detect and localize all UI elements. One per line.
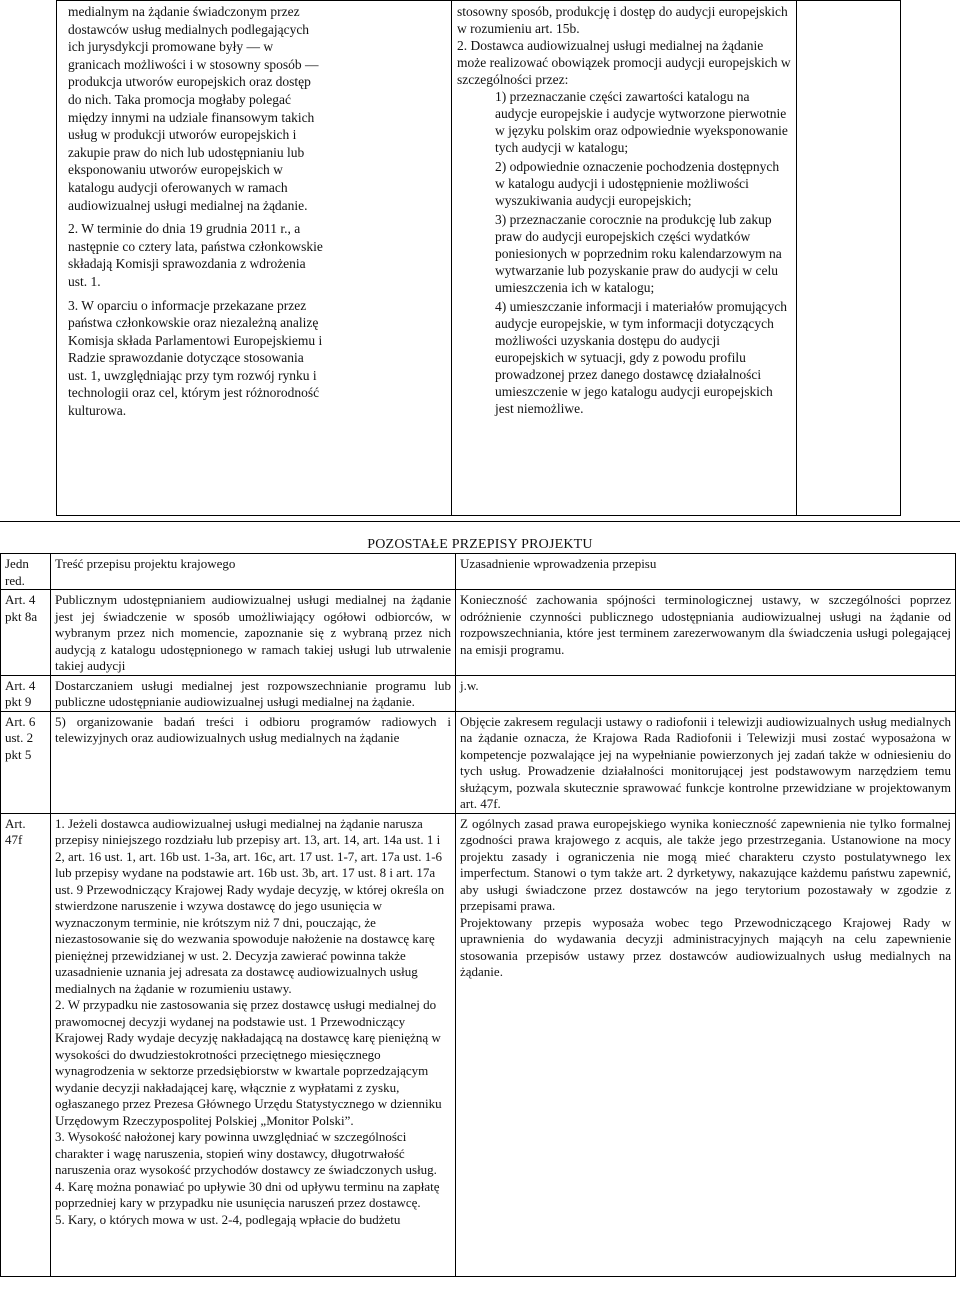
row-content (51, 675, 456, 711)
content-paragraph: 2. W przypadku nie zastosowania się przez dostawcę usługi medialnej do prawomocnej decyzji wydanej na podstawie ust. 1 Przewodniczący Krajowej Rady wydaje decyzję nakładającą na dostawcę karę pieniężną w wysokości do dwudziestokrotności przeciętnego miesięcznego wynagrodzenia w sektorze przedsiębiorstw w kwartale poprzedzającym wydanie decyzji nakładającej karę, włącznie z wypłatami z zysku, ogłaszanego przez Prezesa Głównego Urzędu Statystycznego w dzienniku Urzędowym Rzeczypospolitej Polskiej „Monitor Polski”. (55, 997, 442, 1128)
top-right-intro: stosowny sposób, produkcję i dostęp do audycji europejskich w rozumieniu art. 15b. (457, 4, 788, 36)
reason-paragraph: Konieczność zachowania spójności terminologicznej ustawy, w szczególności poprzez odróżnienie czynności publicznego udostępniania audiowizualnej usługi na żądanie od rozpowszechniania, które jest terminem zarezerwowanym dla świadczenia usługi polegającej na emisji programu. (460, 592, 951, 657)
provisions-table (0, 553, 956, 1277)
top-table-row (57, 1, 901, 516)
content-paragraph: 5. Kary, o których mowa w ust. 2-4, podlegają wpłacie do budżetu (55, 1211, 401, 1227)
table-row (1, 590, 956, 676)
row-reason (456, 590, 956, 676)
table-row (1, 711, 956, 813)
list-item: 2) odpowiednie oznaczenie pochodzenia dostępnych w katalogu audycji i udostępnienie możliwości wyszukiwania audycji europejskich; (495, 159, 780, 208)
row-content (51, 590, 456, 676)
content-paragraph: 1. Jeżeli dostawca audiowizualnej usługi medialnej na żądanie narusza przepisy niniejszego rozdziału lub przepisy art. 13, art. 14, art. 14a ust. 1 i 2, art. 16 ust. 1, art. 16b ust. 1-3a, art. 16c, art. 17 ust. 1-7, art. 17a ust. 1-6 lub przepisy wydane na podstawie art. 16b ust. 3b, art. 17 ust. 8 i art. 17a ust. 9 Przewodniczący Krajowej Rady wydaje decyzję, w której określa on stwierdzone naruszenie i wzywa dostawcę do jego usunięcia w wyznaczonym terminie, nie krótszym niż 7 dni, pouczając, że niezastosowanie się do wezwania spowoduje nałożenie na dostawcę karę pieniężnej przewidzianej w ust. 2. Decyzja zawierać powinna także uzasadnienie uznania jej adresata za dostawcę audiowizualnych usług medialnych na żądanie w rozumieniu ustawy. (55, 815, 445, 996)
top-right-cell (452, 1, 797, 516)
table-header-row (1, 554, 956, 590)
header-unit: Jedn red. (1, 554, 51, 590)
section-divider (0, 521, 960, 522)
reason-paragraph: Z ogólnych zasad prawa europejskiego wynika konieczność zapewnienia nie tylko formalnej zgodności prawa krajowego z acquis, ale także jego przestrzegania. Ustanowione na mocy projektu zasady i ograniczenia nie mogą mieć charakteru czysto postulatywnego lex imperfectum. Stanowi o tym także art. 2 dyrketywy, nakazujące każdemu państwu zapewnić, aby usługi świadczone przez dostawców na jego terytorium pozostawały w zgodzie z przepisami prawa. (460, 815, 951, 913)
row-unit: Art. 47f (1, 813, 51, 1276)
top-left-paragraph: 3. W oparciu o informacje przekazane przez państwa członkowskie oraz niezależną analizę Komisja składa Parlamentowi Europejskiemu i Radzie sprawozdanie dotyczące stosowania ust. 1, uwzględniając przy tym rozwój rynku i technologii oraz cel, którym jest różnorodność kulturowa. (68, 297, 323, 419)
row-reason (456, 813, 956, 1276)
header-content: Treść przepisu projektu krajowego (51, 554, 456, 590)
reason-paragraph: Objęcie zakresem regulacji ustawy o radiofonii i telewizji audiowizualnych usług medialnych na żądanie oznacza, że Krajowa Rada Radiofonii i Telewizji musi zostać wyposażona w kompetencje pozwalające jej na wypełnianie powierzonych jej zadań także w odniesieniu do tych usług. Prowadzenie działalności monitorującej jest podstawowym narzędziem temu służącym, pozwala skutecznie sprawować funkcje kontrolne przewidziane w projektowanym art. 47f. (460, 713, 951, 811)
content-paragraph: 5) organizowanie badań treści i odbioru programów radiowych i telewizyjnych oraz audiowizualnych usług medialnych na żądanie (55, 713, 451, 745)
content-paragraph: 4. Karę można ponawiać po upływie 30 dni od upływu terminu na zapłatę poprzedniej kary w przypadku nie usunięcia naruszeń przez dostawcę. (55, 1178, 440, 1210)
reason-paragraph: Projektowany przepis wyposaża wobec tego Przewodniczącego Krajowej Rady w uprawnienia do wydawania decyzji administracyjnych mającyh na celu zapewnienie stosowania przepisów ustawy przez dostawców audiowizualnych usług medialnych na żądanie. (460, 914, 951, 979)
table-row (1, 675, 956, 711)
table-row (1, 813, 956, 1276)
top-left-paragraph: medialnym na żądanie świadczonym przez dostawców usług medialnych podlegających ich jurysdykcji promowane były — w granicach możliwości i w stosowny sposób — produkcja utworów europejskich oraz dostęp do nich. Taka promocja mogłaby polegać między innymi na udziale finansowym takich usług w produkcji utworów europejskich i zakupie praw do nich lub udostępnianiu lub eksponowaniu utworów europejskich w katalogu audycji oferowanych w ramach audiowizualnej usługi medialnej na żądanie. (68, 4, 319, 213)
header-reason: Uzasadnienie wprowadzenia przepisu (456, 554, 956, 590)
top-empty-cell (797, 1, 901, 516)
row-reason (456, 711, 956, 813)
content-paragraph: Dostarczaniem usługi medialnej jest rozpowszechnianie programu lub publiczne udostępnianie audiowizualnej usługi medialnej na żądanie. (55, 677, 451, 709)
top-left-paragraph: 2. W terminie do dnia 19 grudnia 2011 r., a następnie co cztery lata, państwa członkowskie składają Komisji sprawozdania z wdrożenia ust. 1. (68, 221, 323, 289)
list-item: 4) umieszczanie informacji i materiałów promujących audycje europejskie, w tym informacji dotyczących możliwości uzyskania dostępu do audycji europejskich w sytuacji, gdy z powodu profilu prowadzonej przez danego dostawcę działalności umieszczenie w jego katalogu audycji europejskich jest niemożliwe. (495, 299, 788, 416)
content-paragraph: 3. Wysokość nałożonej kary powinna uwzględniać w szczególności charakter i wagę naruszenia, stopień winy dostawcy, długotrwałość naruszenia oraz wysokość przychodów dostawcy ze świadczonych usług. (55, 1129, 437, 1177)
top-right-lead: 2. Dostawca audiowizualnej usługi medialnej na żądanie może realizować obowiązek promocji audycji europejskich w szczególności przez: (457, 38, 791, 87)
row-content (51, 711, 456, 813)
reason-paragraph: j.w. (460, 677, 479, 693)
section-title: POZOSTAŁE PRZEPISY PROJEKTU (367, 537, 593, 552)
row-unit: Art. 4 pkt 9 (1, 675, 51, 711)
list-item: 1) przeznaczanie części zawartości katalogu na audycje europejskie i audycje wytworzone pierwotnie w języku polskim oraz odpowiednie wyeksponowanie tych audycji w katalogu; (495, 89, 788, 155)
row-unit: Art. 6 ust. 2 pkt 5 (1, 711, 51, 813)
row-unit: Art. 4 pkt 8a (1, 590, 51, 676)
row-reason (456, 675, 956, 711)
list-item: 3) przeznaczanie corocznie na produkcję lub zakup praw do audycji europejskich części wydatków poniesionych w poprzednim roku kalendarzowym na wytwarzanie lub pozyskanie praw do audycji w celu umieszczenia ich w katalogu; (495, 212, 782, 295)
top-comparison-table (56, 0, 901, 516)
content-paragraph: Publicznym udostępnianiem audiowizualnej usługi medialnej na żądanie jest jej świadczenie w sposób umożliwiający ogółowi odbiorców, w wybranym przez nich momencie, zapoznanie się z wybraną przez nich audycją z katalogu udostępnionego w ramach takiej usługi lub utrwalenie takiej audycji (55, 592, 451, 673)
top-left-cell (57, 1, 452, 516)
row-content (51, 813, 456, 1276)
